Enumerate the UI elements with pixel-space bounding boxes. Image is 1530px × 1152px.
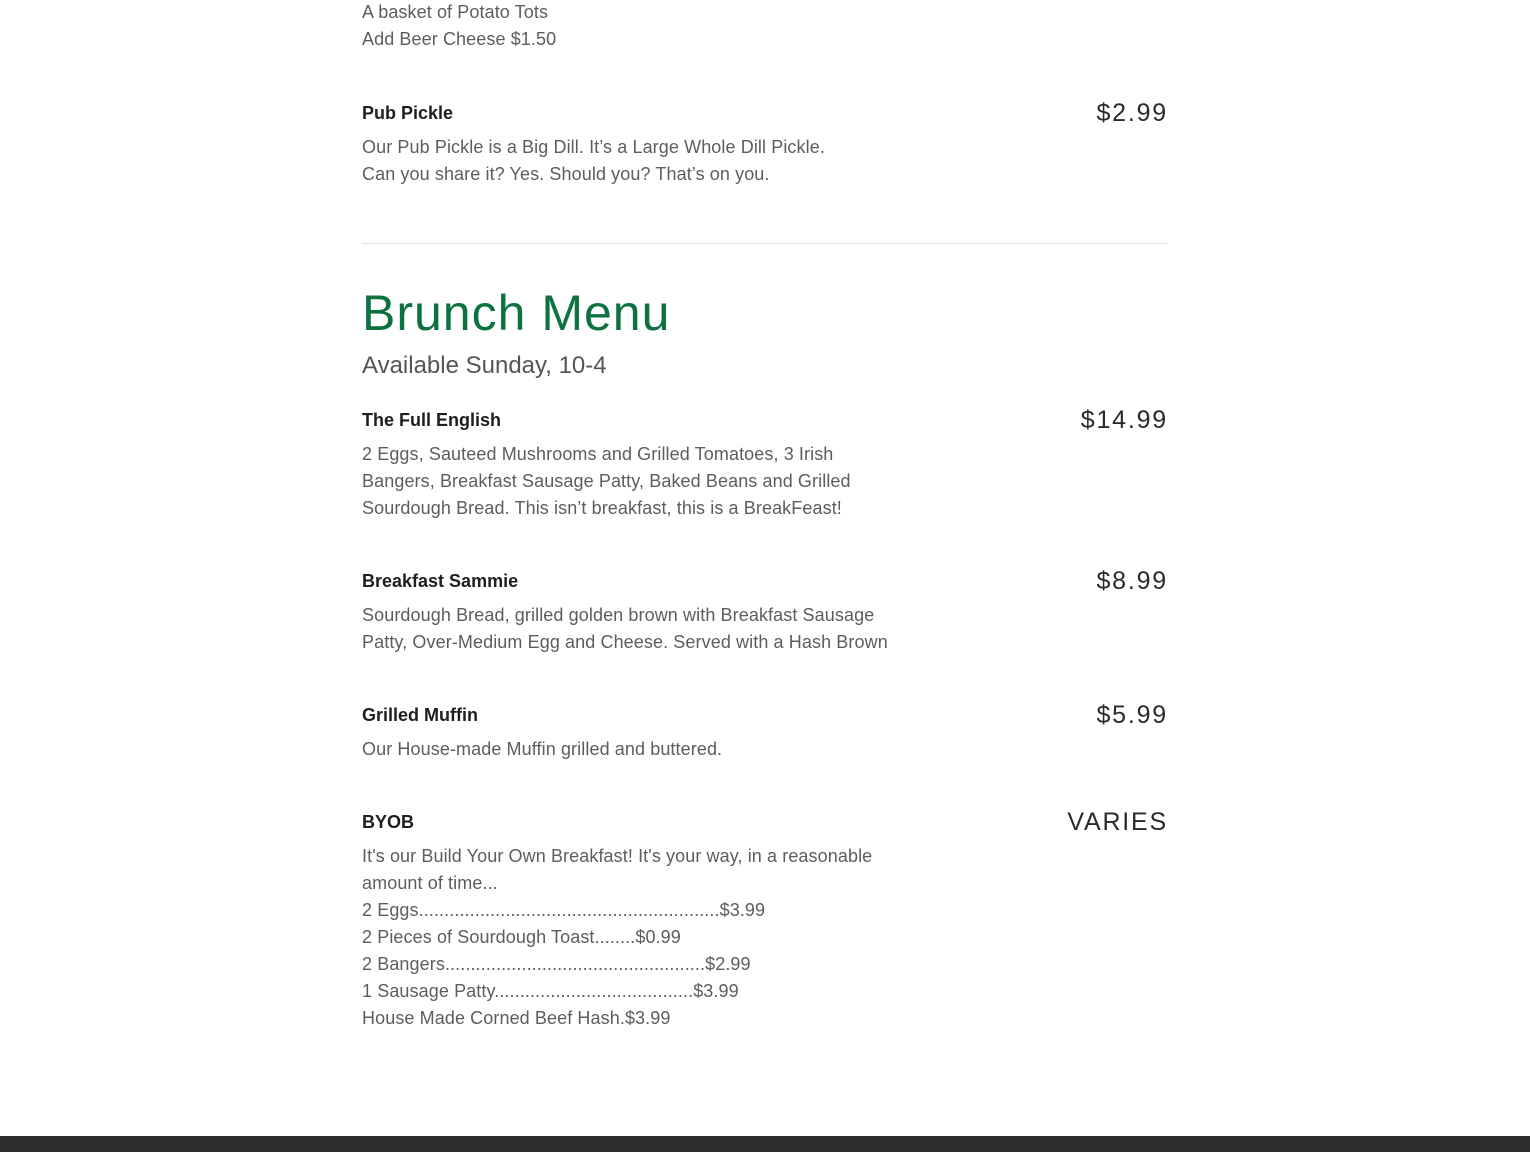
description-line: Sourdough Bread, grilled golden brown with Breakfast Sausage [362,605,875,625]
item-description [362,736,952,763]
description-line: It's our Build Your Own Breakfast! It's your way, in a reasonable [362,846,873,866]
byob-option: House Made Corned Beef Hash.$3.99 [362,1008,671,1028]
item-description [362,441,952,522]
description-line: A basket of Potato Tots [362,2,549,22]
item-price: $8.99 [1096,567,1168,595]
description-line: Add Beer Cheese $1.50 [362,29,557,49]
item-price: $14.99 [1080,406,1168,434]
item-name: Grilled Muffin [362,705,478,725]
byob-option: 2 Eggs...........................................................$3.99 [362,900,766,920]
item-name: The Full English [362,410,501,430]
previous-item-description [362,0,556,53]
item-description [362,134,952,188]
item-name: Breakfast Sammie [362,571,519,591]
description-line: Our Pub Pickle is a Big Dill. It’s a Large Whole Dill Pickle. [362,137,825,157]
description-line: Our House-made Muffin grilled and buttered. [362,739,723,759]
item-name: Pub Pickle [362,103,454,123]
description-line: Bangers, Breakfast Sausage Patty, Baked Beans and Grilled [362,471,851,491]
item-description [362,843,952,1032]
description-line: 2 Eggs, Sauteed Mushrooms and Grilled Tomatoes, 3 Irish [362,444,834,464]
byob-option: 2 Bangers...................................................$2.99 [362,954,751,974]
item-price: $5.99 [1096,701,1168,729]
item-price: $2.99 [1096,99,1168,127]
item-description [362,602,952,656]
item-name: BYOB [362,812,415,832]
section-subtitle: Available Sunday, 10-4 [362,352,607,379]
section-title: Brunch Menu [362,285,671,341]
description-line: Can you share it? Yes. Should you? That’s on you. [362,164,770,184]
section-divider [362,243,1168,244]
byob-option: 1 Sausage Patty.......................................$3.99 [362,981,739,1001]
description-line: amount of time... [362,873,498,893]
footer-bar [0,1136,1530,1152]
byob-option: 2 Pieces of Sourdough Toast........$0.99 [362,927,681,947]
item-price: VARIES [1067,808,1168,836]
description-line: Patty, Over-Medium Egg and Cheese. Served with a Hash Brown [362,632,888,652]
description-line: Sourdough Bread. This isn’t breakfast, this is a BreakFeast! [362,498,842,518]
